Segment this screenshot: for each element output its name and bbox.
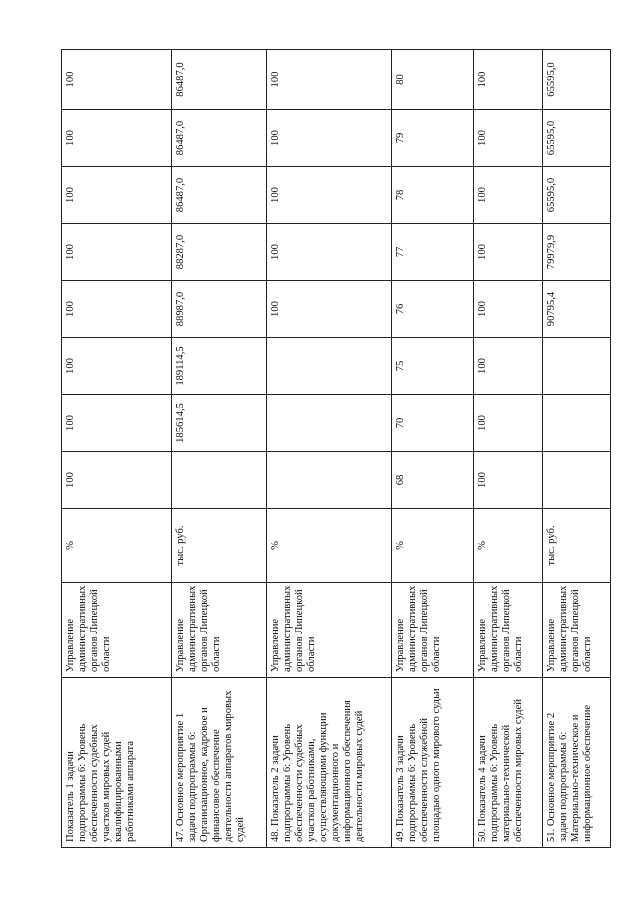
cell-value: 100 — [474, 110, 543, 167]
cell-value: 100 — [267, 110, 392, 167]
table-row — [267, 50, 392, 848]
cell-value: 65595,0 — [543, 110, 611, 167]
row-name: Основное мероприятие 1 задачи подпрограммы 6: Организационное, кадровое и финансовое обеспечение деятельности аппаратов мировых судей — [175, 690, 246, 842]
cell-value: 100 — [474, 452, 543, 509]
cell-value: 86487,0 — [172, 167, 267, 224]
row-name: Показатель 3 задачи подпрограммы 6: Уровень обеспеченности служебной площадью одного мирового судьи — [395, 688, 442, 842]
cell-value — [172, 452, 267, 509]
cell-unit: % — [267, 509, 392, 583]
cell-value: 76 — [392, 281, 474, 338]
cell-org: Управление административных органов Липецкой области — [392, 583, 474, 678]
cell-value: 100 — [474, 281, 543, 338]
cell-org: Управление административных органов Липецкой области — [474, 583, 543, 678]
indicator-table — [61, 49, 611, 848]
cell-value: 100 — [267, 224, 392, 281]
cell-value: 100 — [474, 338, 543, 395]
cell-unit: % — [392, 509, 474, 583]
cell-value — [267, 338, 392, 395]
cell-value: 68 — [392, 452, 474, 509]
cell-value: 88987,0 — [172, 281, 267, 338]
cell-value: 100 — [267, 50, 392, 110]
cell-org: Управление административных органов Липецкой области — [172, 583, 267, 678]
table-row — [62, 50, 172, 848]
cell-value: 100 — [474, 395, 543, 452]
row-number: 47. — [175, 828, 186, 842]
cell-value: 77 — [392, 224, 474, 281]
cell-name — [392, 678, 474, 848]
cell-value: 100 — [62, 110, 172, 167]
rotated-page — [61, 50, 610, 848]
cell-value: 78 — [392, 167, 474, 224]
cell-value: 70 — [392, 395, 474, 452]
cell-value — [267, 452, 392, 509]
cell-value: 86487,0 — [172, 110, 267, 167]
cell-value: 100 — [62, 395, 172, 452]
cell-value: 100 — [474, 224, 543, 281]
cell-value: 100 — [62, 224, 172, 281]
cell-unit: тыс. руб. — [172, 509, 267, 583]
cell-value: 100 — [62, 338, 172, 395]
row-number: 51. — [546, 828, 557, 842]
cell-name — [543, 678, 611, 848]
table-row — [474, 50, 543, 848]
row-number: 48. — [270, 828, 281, 842]
cell-name — [267, 678, 392, 848]
row-number: 49. — [395, 828, 406, 842]
cell-value: 65595,0 — [543, 50, 611, 110]
cell-unit: тыс. руб. — [543, 509, 611, 583]
cell-name — [172, 678, 267, 848]
row-name: Показатель 2 задачи подпрограммы 6: Уровень обеспеченности судебных участков работниками, осуществляющими функции документационного и информационного обеспечения деятельности мировых судей — [270, 700, 365, 842]
cell-value — [543, 395, 611, 452]
cell-value: 100 — [267, 167, 392, 224]
cell-value — [543, 452, 611, 509]
cell-org: Управление административных органов Липецкой области — [267, 583, 392, 678]
cell-value: 86487,0 — [172, 50, 267, 110]
cell-value: 100 — [62, 50, 172, 110]
cell-value: 90795,4 — [543, 281, 611, 338]
cell-name — [474, 678, 543, 848]
cell-org: Управление административных органов Липецкой области — [62, 583, 172, 678]
row-name: Основное мероприятие 2 задачи подпрограммы 6: Материально-техническое и информационное обеспечение — [546, 704, 593, 842]
cell-name: Показатель 1 задачи подпрограммы 6: Уровень обеспеченности судебных участков мировых судей квалифицированными работниками аппарата — [62, 678, 172, 848]
cell-value: 185614,5 — [172, 395, 267, 452]
cell-value: 75 — [392, 338, 474, 395]
cell-value: 189114,5 — [172, 338, 267, 395]
cell-value: 79 — [392, 110, 474, 167]
cell-value: 88287,0 — [172, 224, 267, 281]
cell-value: 100 — [62, 167, 172, 224]
row-name: Показатель 4 задачи подпрограммы 6: Уровень материально-технической обеспеченности мировых судей — [477, 699, 524, 842]
table-row — [392, 50, 474, 848]
cell-value: 79979,9 — [543, 224, 611, 281]
cell-value: 65595,0 — [543, 167, 611, 224]
cell-value: 100 — [267, 281, 392, 338]
cell-unit: % — [474, 509, 543, 583]
cell-value: 100 — [62, 452, 172, 509]
cell-value: 100 — [474, 167, 543, 224]
table-row — [543, 50, 611, 848]
cell-value: 100 — [62, 281, 172, 338]
cell-value — [267, 395, 392, 452]
cell-value: 100 — [474, 50, 543, 110]
cell-unit: % — [62, 509, 172, 583]
row-number: 50. — [477, 828, 488, 842]
cell-value — [543, 338, 611, 395]
cell-value: 80 — [392, 50, 474, 110]
table-row — [172, 50, 267, 848]
cell-org: Управление административных органов Липецкой области — [543, 583, 611, 678]
table-body — [62, 50, 611, 848]
